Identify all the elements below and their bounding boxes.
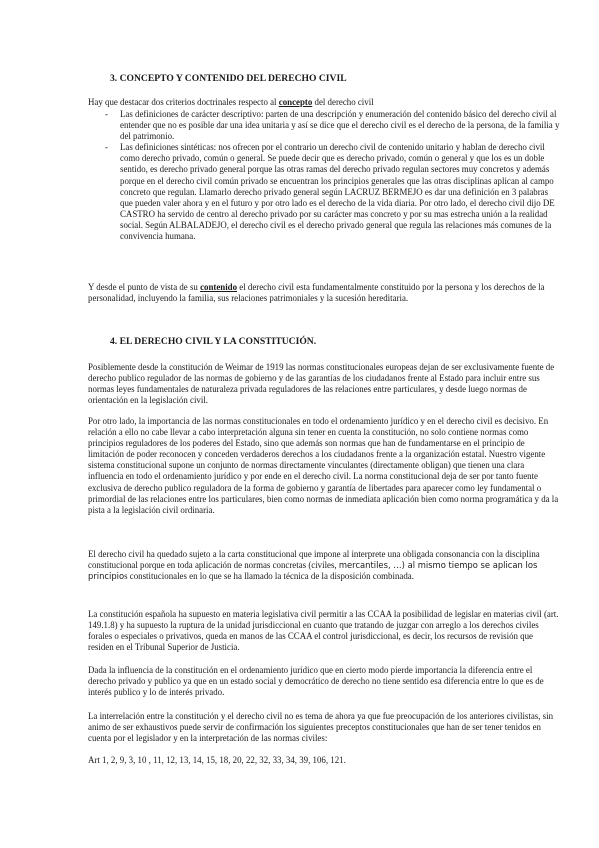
- list-item-text: Las definiciones de carácter descriptivo: parten de una descripción y enumeración del contenido básico del derecho civil al entender que no es posible dar una idea unitaria y así se dice que el derecho civil es el derecho de la persona, de la familia y del patrimonio.: [120, 109, 560, 142]
- intro-text-end: del derecho civil: [312, 97, 374, 107]
- section-4-paragraph-6: La interrelación entre la constitución y el derecho civil no es tema de ahora ya que fue preocupación de los anteriores civilistas, sin animo de ser exhaustivos puede servir de confirmación los siguientes preceptos constitucionales que han de ser tener tenidos en cuenta por el legislador y en la interpretación de las normas civiles:: [88, 711, 554, 744]
- p3-text-end: s constitucionales en lo que se ha llamado la técnica de la disposición combinada.: [124, 571, 414, 582]
- section-4-paragraph-3: [88, 549, 560, 582]
- content-text: Y desde el punto de vista de su: [88, 282, 201, 292]
- list-item-text: Las definiciones sintéticas: nos ofrecen por el contrario un derecho civil de contenido unitario y hablan de derecho civil como derecho privado, común o general. Se puede decir que es derecho privado, común o general y que los es un doble sentido, es derecho privado general porque las otras ramas del derecho privado regulan sectores muy concretos y además porque en el derecho civil común privado se encuentran los principios generales que las otras disciplinas aplican al campo concreto que regulan. Llamarlo derecho privado general según LACRUZ BERMEJO es dar una definición en 3 palabras que pueden valer ahora y en el futuro y por otro lado es el derecho de la vida diaria. Por otro lado, el derecho civil dijo DE CASTRO ha servido de centro al derecho privado por su carácter mas concreto y por su mas estrecha unión a la realidad social. Según ALBALADEJO, el derecho civil es el derecho privado general que regula las relaciones más comunes de la convivencia humana.: [120, 142, 555, 242]
- definitions-list: [88, 109, 560, 242]
- section-4-articles-list: Art 1, 2, 9, 3, 10 , 11, 12, 13, 14, 15, 18, 20, 22, 32, 33, 34, 39, 106, 121.: [88, 755, 346, 765]
- content-keyword: contenido: [200, 282, 238, 292]
- intro-keyword: concepto: [278, 97, 313, 107]
- section-3-heading: 3. CONCEPTO Y CONTENIDO DEL DERECHO CIVIL: [110, 73, 347, 84]
- section-4-paragraph-1: Posiblemente desde la constitución de Weimar de 1919 las normas constitucionales europeas dejan de ser exclusivamente fuente de derecho publico regulador de las normas de gobierno y de las garantías de los ciudadanos frente al Estado para incluir entre sus normas leyes fundamentales de naturaleza privada reguladores de las relaciones entre particulares, y desde luego normas de orientación en la legislación civil.: [88, 362, 555, 406]
- section-4-paragraph-4: La constitución española ha supuesto en materia legislativa civil permitir a las CCAA la posibilidad de legislar en materias civil (art. 149.1.8) y ha supuesto la ruptura de la unidad jurisdiccional en cuanto que tratando de juzgar con arreglo a los derechos civiles forales o especiales o privativos, queda en manos de las CCAA el control jurisdiccional, es decir, los recursos de revisión que residen en el Tribunal Superior de Justicia.: [88, 609, 559, 653]
- bullet-dash: -: [105, 142, 108, 153]
- handwritten-note: mercantiles, …) al mismo tiempo se aplican los principio: [88, 560, 538, 582]
- p3-text: El derecho civil ha quedado sujeto a la carta constitucional que impone al interprete una obligada consonancia con la disciplina constitucional porque en toda aplicación de normas concretas (civiles,: [88, 549, 540, 571]
- content-text-end: el derecho civil esta fundamentalmente constituido por la persona y los derechos de la personalidad, incluyendo la familia, sus relaciones patrimoniales y la sucesión hereditaria.: [88, 282, 545, 304]
- section-4-heading: 4. EL DERECHO CIVIL Y LA CONSTITUCIÓN.: [110, 336, 317, 347]
- intro-text: Hay que destacar dos criterios doctrinales respecto al: [88, 97, 279, 107]
- section-4-paragraph-2: Por otro lado, la importancia de las normas constitucionales en todo el ordenamiento jurídico y en el derecho civil es decisivo. En relación a ello no cabe llevar a cabo interpretación alguna sin tener en cuenta la constitución, no solo contiene normas como principios reguladores de los poderes del Estado, sino que además son normas que han de fundamentarse en el principio de limitación de poder reconocen y conceden verdaderos derechos a los ciudadanos frente a la organización estatal. Nuestro vigente sistema constitucional supone un conjunto de normas directamente vinculantes (directamente obligan) que tienen una clara influencia en todo el ordenamiento jurídico y por ende en el derecho civil. La norma constitucional deja de ser por tanto fuente exclusiva de derecho publico reguladora de la forma de gobierno y garantía de libertades para aparecer como ley fundamental o primordial de las relaciones entre los particulares, bien como normas de inmediata aplicación bien como norma programática y da la pista a la legislación civil ordinaria.: [88, 416, 559, 515]
- section-3-intro: [88, 97, 560, 108]
- list-item: [88, 142, 560, 242]
- section-4-paragraph-5: Dada la influencia de la constitución en el ordenamiento jurídico que en cierto modo pierde importancia la diferencia entre el derecho privado y publico ya que en un estado social y democrático de derecho no tiene sentido esa diferencia entre lo que es de interés publico y lo de interés privado.: [88, 665, 544, 698]
- bullet-dash: -: [105, 109, 108, 119]
- list-item: [88, 109, 560, 142]
- section-3-content-paragraph: [88, 282, 560, 304]
